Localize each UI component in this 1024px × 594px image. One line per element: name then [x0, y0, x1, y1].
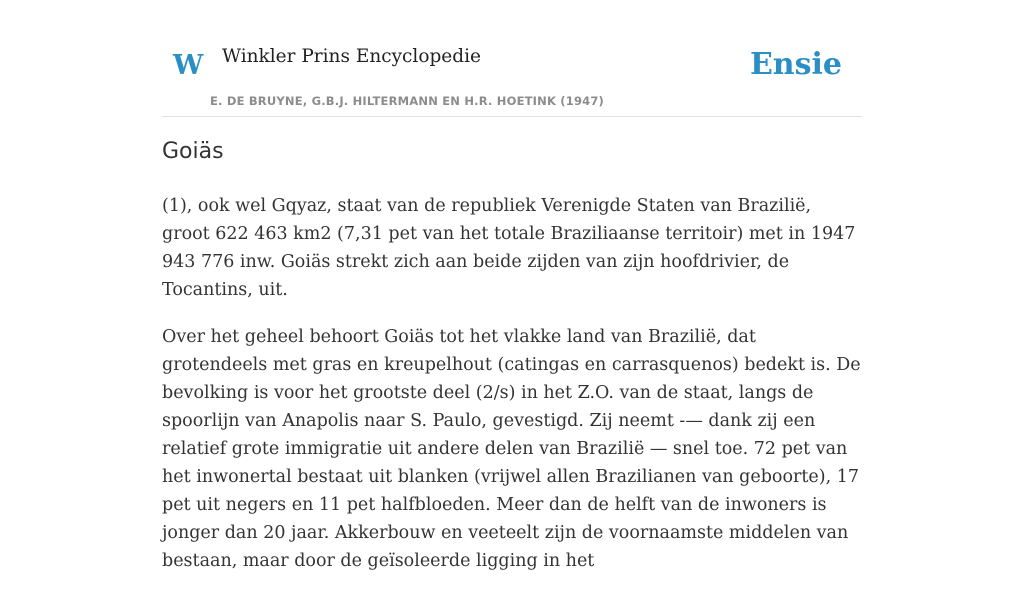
ensie-brand-link[interactable]: Ensie	[749, 47, 842, 82]
article-paragraph: Over het geheel behoort Goiäs tot het vlakke land van Brazilië, dat grotendeels met gras en kreupelhout (catingas en carrasquenos) bedekt is. De bevolking is voor het grootste deel (2/s) in het Z.O. van de staat, langs de spoorlijn van Anapolis naar S. Paulo, gevestigd. Zij neemt -— dank zij een relatief grote immigratie uit andere delen van Brazilië — snel toe. 72 pet van het inwonertal bestaat uit blanken (vrijwel allen Brazilianen van geboorte), 17 pet uit negers en 11 pet halfbloeden. Meer dan de helft van de inwoners is jonger dan 20 jaar. Akkerbouw en veeteelt zijn de voornaamste middelen van bestaan, maar door de geïsoleerde ligging in het	[162, 327, 861, 571]
article-body	[162, 192, 862, 594]
article-paragraph: (1), ook wel Gqyaz, staat van de republiek Verenigde Staten van Brazilië, groot 622 463 km2 (7,31 pet van het totale Braziliaanse territoir) met in 1947 943 776 inw. Goiäs strekt zich aan beide zijden van zijn hoofdrivier, de Tocantins, uit.	[162, 196, 856, 300]
winkler-prins-logo[interactable]: W	[173, 50, 204, 81]
site-header	[162, 0, 862, 117]
article-title: Goiäs	[162, 139, 224, 164]
publication-title[interactable]: Winkler Prins Encyclopedie	[222, 46, 481, 67]
publication-authors: E. DE BRUYNE, G.B.J. HILTERMANN EN H.R. HOETINK (1947)	[210, 94, 605, 108]
